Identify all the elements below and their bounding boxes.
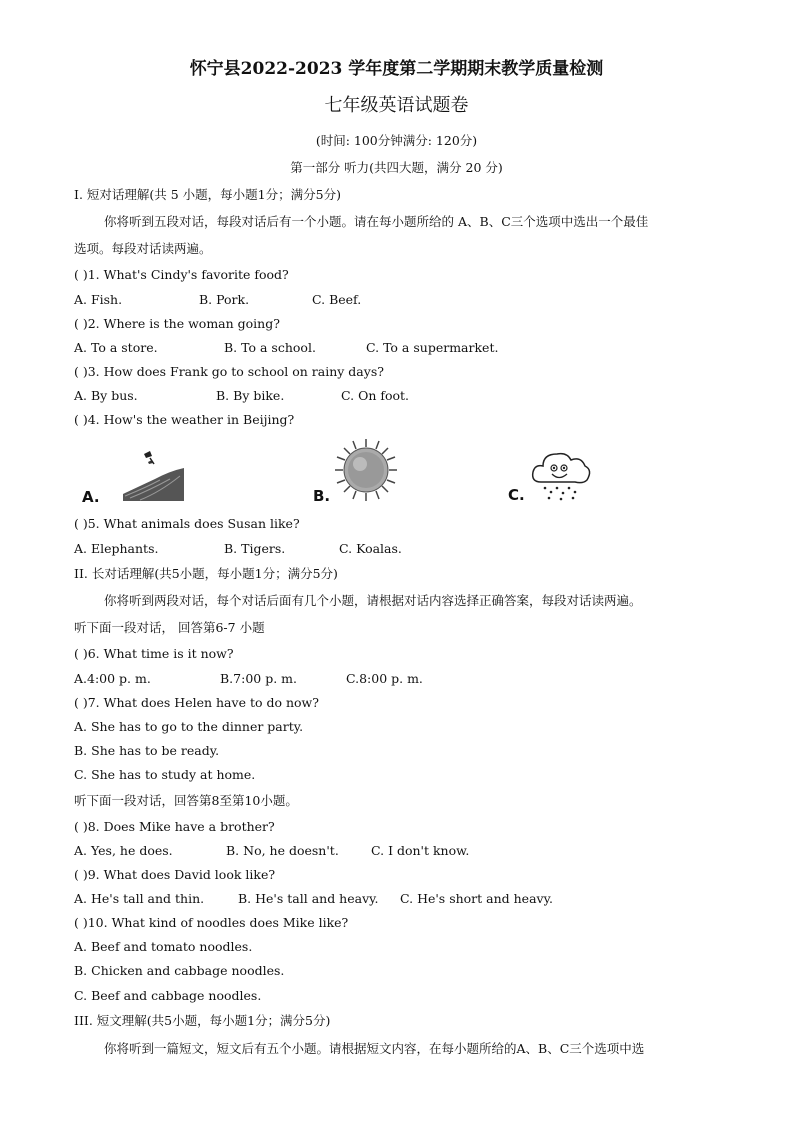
q8-option-c: C. I don't know. [371,843,470,858]
question-6: ( )6. What time is it now? [74,646,234,661]
q5-option-b: B. Tigers. [224,541,286,556]
time-info: (时间: 100分钟满分: 120分) [315,133,478,148]
part-one-heading: 第一部分 听力(共四大题，满分 20 分) [290,160,503,175]
q6-option-b: B.7:00 p. m. [220,671,297,686]
q6-option-a: A.4:00 p. m. [74,671,151,686]
exam-title: 怀宁县2022-2023 学年度第二学期期末教学质量检测 [189,59,604,79]
q5-option-a: A. Elephants. [74,541,159,556]
question-4: ( )4. How's the weather in Beijing? [74,412,295,427]
section2-sub2: 听下面一段对话，回答第8至第10小题。 [74,793,298,808]
question-1: ( )1. What's Cindy's favorite food? [74,267,289,282]
q3-option-c: C. On foot. [341,388,410,403]
q4-option-c: C. [508,486,525,504]
q2-option-b: B. To a school. [224,340,316,355]
section1-instruction-cont: 选项。每段对话读两遍。 [74,241,212,256]
q10-option-b: B. Chicken and cabbage noodles. [74,963,285,978]
section2-sub1: 听下面一段对话， 回答第6-7 小题 [74,620,265,635]
section3-heading: III. 短文理解(共5小题，每小题1分；满分5分) [74,1013,331,1028]
q6-option-c: C.8:00 p. m. [346,671,423,686]
rain-cloud-icon [529,448,593,502]
section1-heading: I. 短对话理解(共 5 小题，每小题1分；满分5分) [74,187,341,202]
q7-option-c: C. She has to study at home. [74,767,256,782]
q3-option-a: A. By bus. [74,388,138,403]
section1-instruction: 你将听到五段对话，每段对话后有一个小题。请在每小题所给的 A、B、C三个选项中选出一个最佳 [104,214,649,229]
q1-option-a: A. Fish. [74,292,123,307]
windy-hill-icon [120,446,186,502]
sun-icon [333,437,399,503]
q7-option-a: A. She has to go to the dinner party. [74,719,304,734]
q4-option-b: B. [313,487,331,505]
q10-option-c: C. Beef and cabbage noodles. [74,988,262,1003]
section2-instruction: 你将听到两段对话，每个对话后面有几个小题，请根据对话内容选择正确答案，每段对话读两遍。 [104,593,642,608]
question-5: ( )5. What animals does Susan like? [74,516,300,531]
q3-option-b: B. By bike. [216,388,285,403]
question-8: ( )8. Does Mike have a brother? [74,819,275,834]
q7-option-b: B. She has to be ready. [74,743,220,758]
question-9: ( )9. What does David look like? [74,867,276,882]
q1-option-b: B. Pork. [199,292,250,307]
question-2: ( )2. Where is the woman going? [74,316,280,331]
q8-option-a: A. Yes, he does. [74,843,173,858]
question-7: ( )7. What does Helen have to do now? [74,695,319,710]
q5-option-c: C. Koalas. [339,541,402,556]
q9-option-a: A. He's tall and thin. [74,891,205,906]
q9-option-b: B. He's tall and heavy. [238,891,379,906]
q4-option-a: A. [82,488,100,506]
q2-option-a: A. To a store. [74,340,158,355]
q10-option-a: A. Beef and tomato noodles. [74,939,253,954]
question-3: ( )3. How does Frank go to school on rainy days? [74,364,384,379]
q2-option-c: C. To a supermarket. [366,340,499,355]
section3-instruction: 你将听到一篇短文，短文后有五个小题。请根据短文内容，在每小题所给的A、B、C三个选项中选 [104,1041,645,1056]
q9-option-c: C. He's short and heavy. [400,891,553,906]
section2-heading: II. 长对话理解(共5小题，每小题1分；满分5分) [74,566,338,581]
question-10: ( )10. What kind of noodles does Mike like? [74,915,349,930]
q8-option-b: B. No, he doesn't. [226,843,339,858]
exam-subtitle: 七年级英语试题卷 [324,95,469,116]
q1-option-c: C. Beef. [312,292,362,307]
